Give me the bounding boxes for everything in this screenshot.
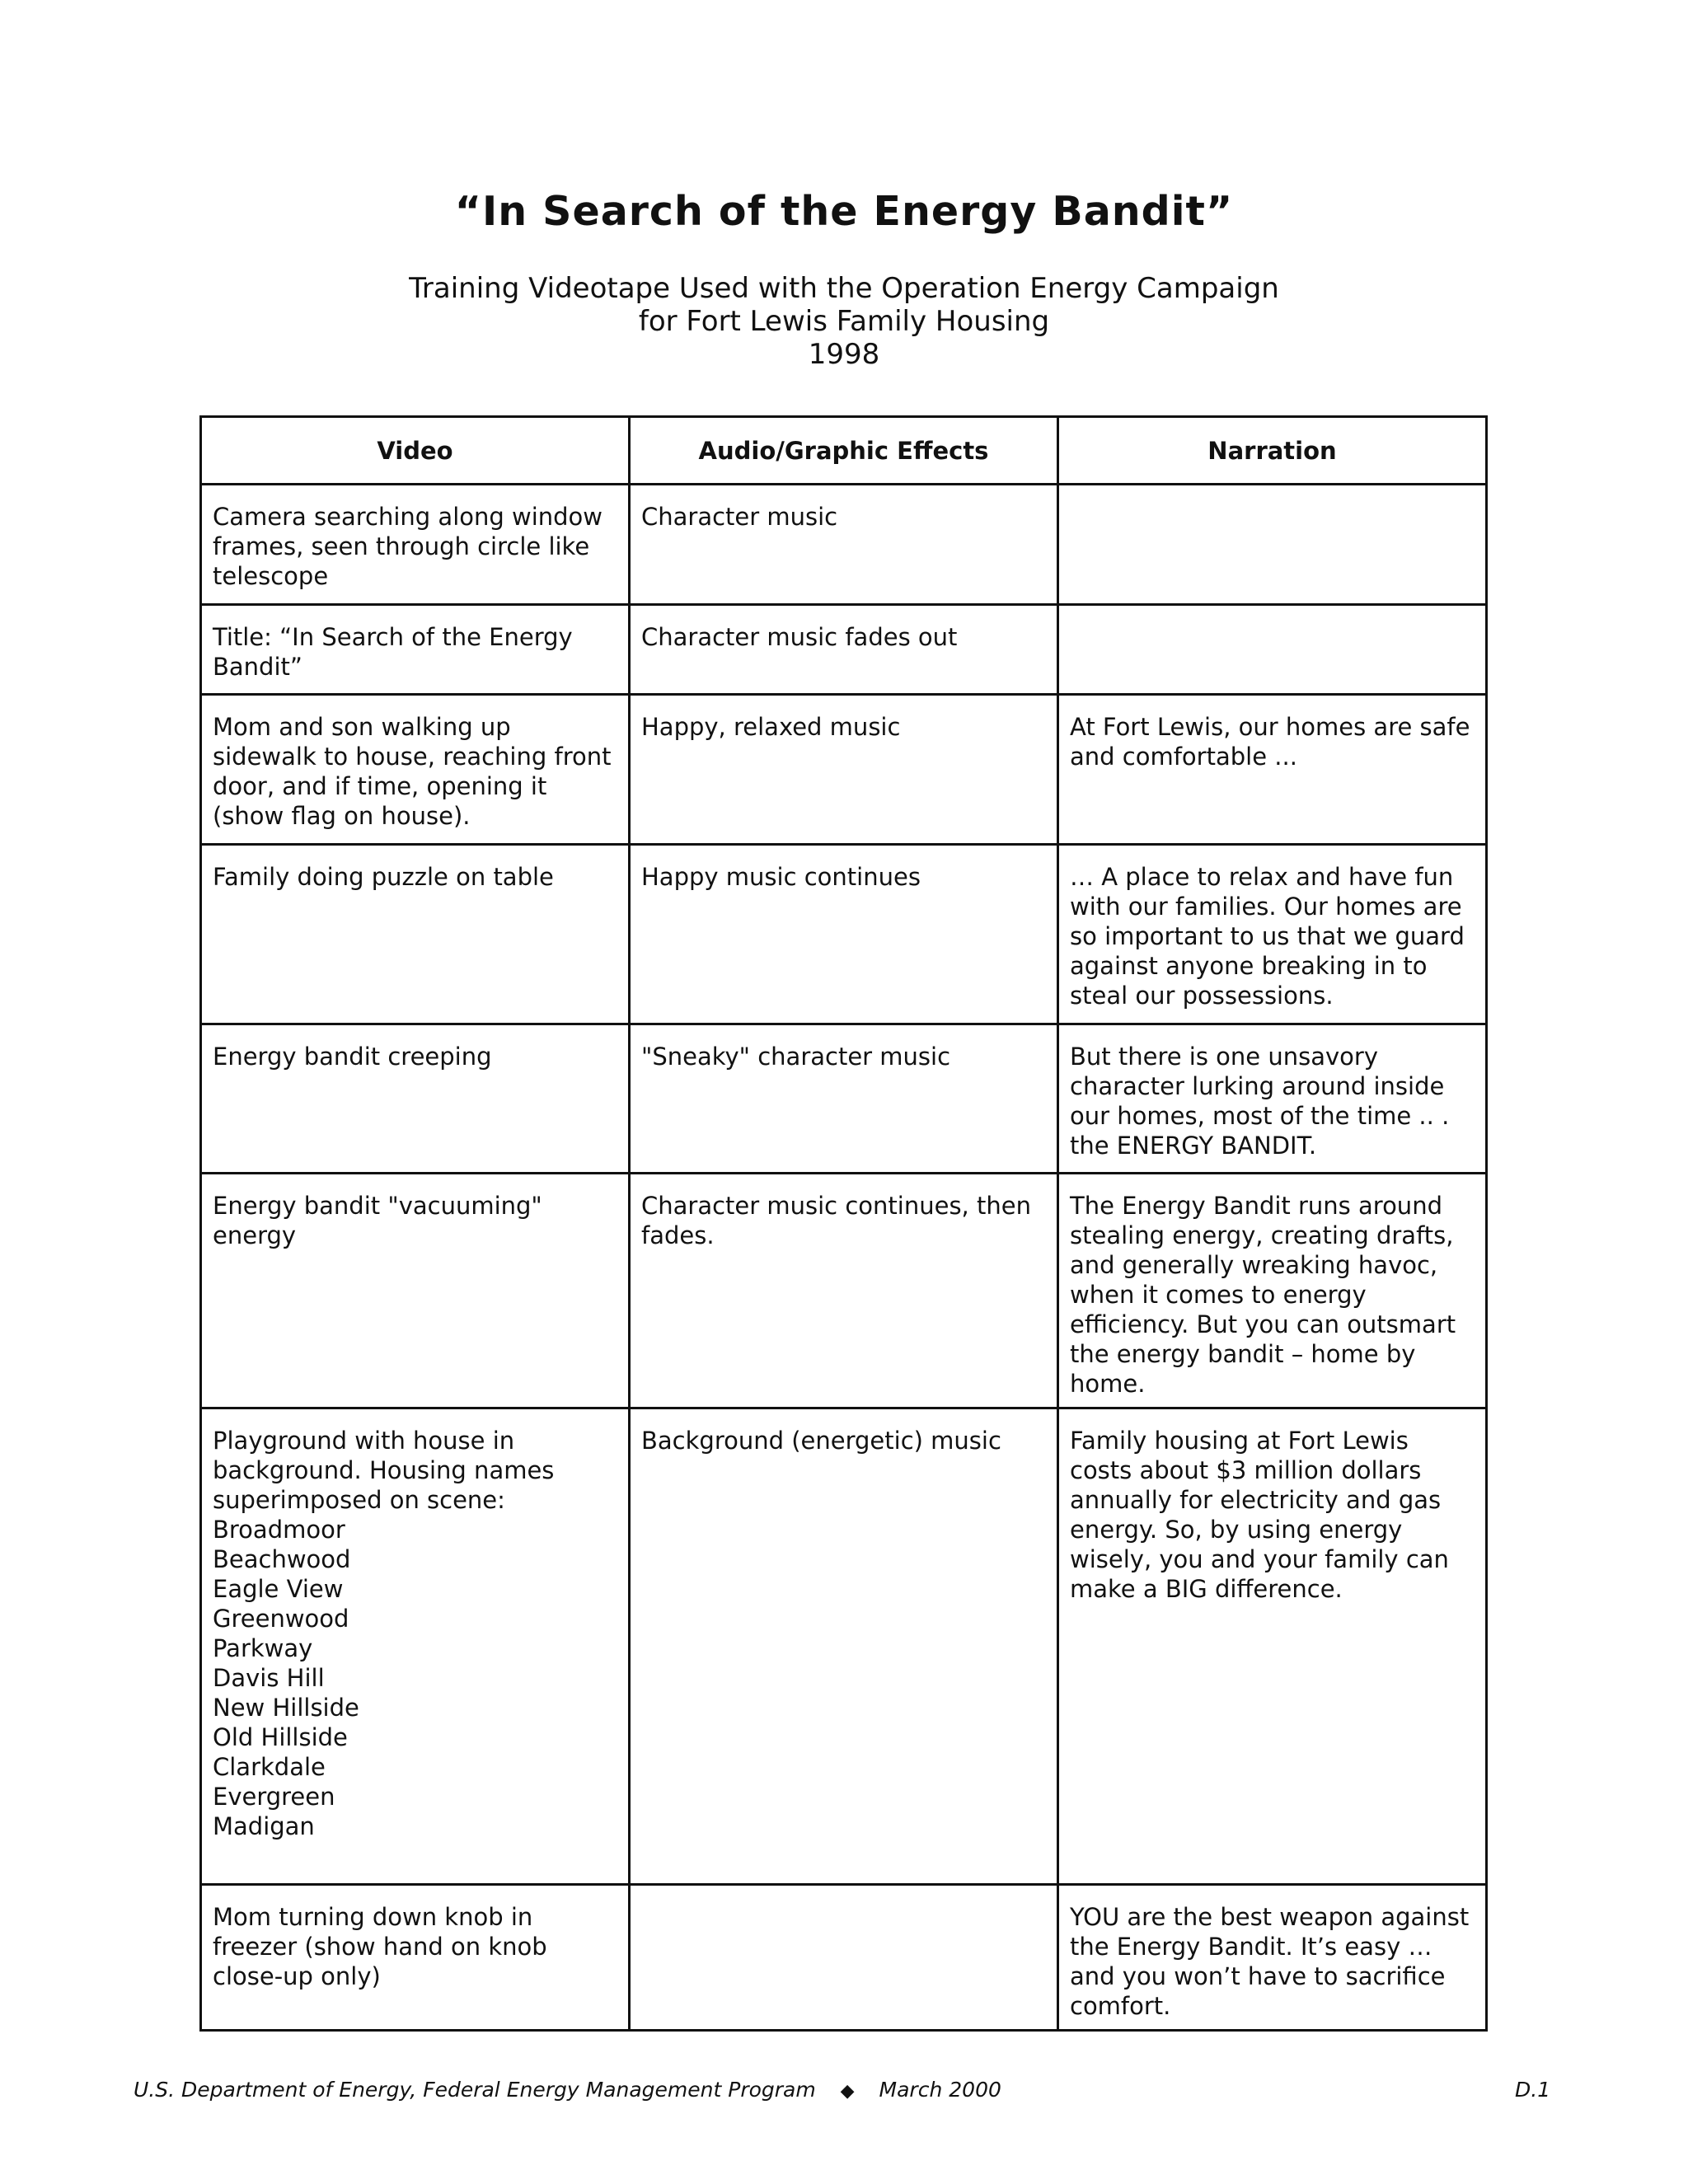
video-cell — [201, 1408, 630, 1885]
narration-cell: YOU are the best weapon against the Energy Bandit. It’s easy … and you won’t have to sacrifice comfort. — [1058, 1885, 1487, 2031]
footer-credit — [134, 2078, 1001, 2102]
document-title: “In Search of the Energy Bandit” — [454, 188, 1234, 235]
column-header-audio: Audio/Graphic Effects — [630, 417, 1058, 485]
audio-cell: Background (energetic) music — [630, 1408, 1058, 1885]
table-row — [201, 1024, 1487, 1174]
diamond-icon: ◆ — [840, 2081, 855, 2102]
footer-agency: U.S. Department of Energy, Federal Energy Management Program — [134, 2078, 816, 2102]
housing-name: Clarkdale — [213, 1753, 326, 1781]
table-row — [201, 695, 1487, 845]
footer-date: March 2000 — [879, 2078, 1001, 2102]
video-cell: Energy bandit "vacuuming" energy — [201, 1174, 630, 1408]
page-number: D.1 — [1515, 2078, 1551, 2102]
subtitle-line-1: Training Videotape Used with the Operation Energy Campaign — [409, 272, 1279, 305]
housing-name: Evergreen — [213, 1783, 335, 1811]
table-row — [201, 1885, 1487, 2031]
audio-cell: Character music continues, then fades. — [630, 1174, 1058, 1408]
audio-cell — [630, 1885, 1058, 2031]
audio-cell: "Sneaky" character music — [630, 1024, 1058, 1174]
column-header-narration: Narration — [1058, 417, 1487, 485]
housing-name: Eagle View — [213, 1575, 344, 1603]
video-cell: Mom turning down knob in freezer (show hand on knob close-up only) — [201, 1885, 630, 2031]
housing-name: Davis Hill — [213, 1664, 325, 1692]
video-cell: Title: “In Search of the Energy Bandit” — [201, 605, 630, 695]
narration-cell: At Fort Lewis, our homes are safe and comfortable ... — [1058, 695, 1487, 845]
table-header-row — [201, 417, 1487, 485]
script-table — [199, 415, 1488, 2032]
housing-name: Greenwood — [213, 1605, 349, 1633]
table-row — [201, 1174, 1487, 1408]
housing-name: Beachwood — [213, 1545, 351, 1573]
narration-cell: … A place to relax and have fun with our families. Our homes are so important to us that we guard against anyone breaking in to steal our possessions. — [1058, 845, 1487, 1024]
table-row — [201, 1408, 1487, 1885]
column-header-video: Video — [201, 417, 630, 485]
table-row — [201, 845, 1487, 1024]
narration-cell: The Energy Bandit runs around stealing energy, creating drafts, and generally wreaking havoc, when it comes to energy efficiency. But you can outsmart the energy bandit – home by home. — [1058, 1174, 1487, 1408]
subtitle-line-3: 1998 — [808, 338, 880, 371]
audio-cell: Happy, relaxed music — [630, 695, 1058, 845]
narration-cell: But there is one unsavory character lurking around inside our homes, most of the time .. . the ENERGY BANDIT. — [1058, 1024, 1487, 1174]
video-cell: Energy bandit creeping — [201, 1024, 630, 1174]
narration-cell — [1058, 485, 1487, 605]
narration-cell: Family housing at Fort Lewis costs about $3 million dollars annually for electricity and gas energy. So, by using energy wisely, you and your family can make a BIG difference. — [1058, 1408, 1487, 1885]
housing-name: Broadmoor — [213, 1516, 345, 1544]
housing-names-list — [213, 1515, 617, 1841]
subtitle-line-2: for Fort Lewis Family Housing — [638, 305, 1050, 338]
video-cell: Family doing puzzle on table — [201, 845, 630, 1024]
housing-name: New Hillside — [213, 1694, 359, 1722]
audio-cell: Character music — [630, 485, 1058, 605]
video-cell: Camera searching along window frames, seen through circle like telescope — [201, 485, 630, 605]
video-cell-intro: Playground with house in background. Housing names superimposed on scene: — [213, 1427, 555, 1514]
video-cell: Mom and son walking up sidewalk to house, reaching front door, and if time, opening it (show flag on house). — [201, 695, 630, 845]
housing-name: Old Hillside — [213, 1723, 348, 1751]
narration-cell — [1058, 605, 1487, 695]
table-row — [201, 605, 1487, 695]
housing-name: Madigan — [213, 1812, 315, 1840]
table-row — [201, 485, 1487, 605]
housing-name: Parkway — [213, 1634, 313, 1662]
audio-cell: Character music fades out — [630, 605, 1058, 695]
audio-cell: Happy music continues — [630, 845, 1058, 1024]
